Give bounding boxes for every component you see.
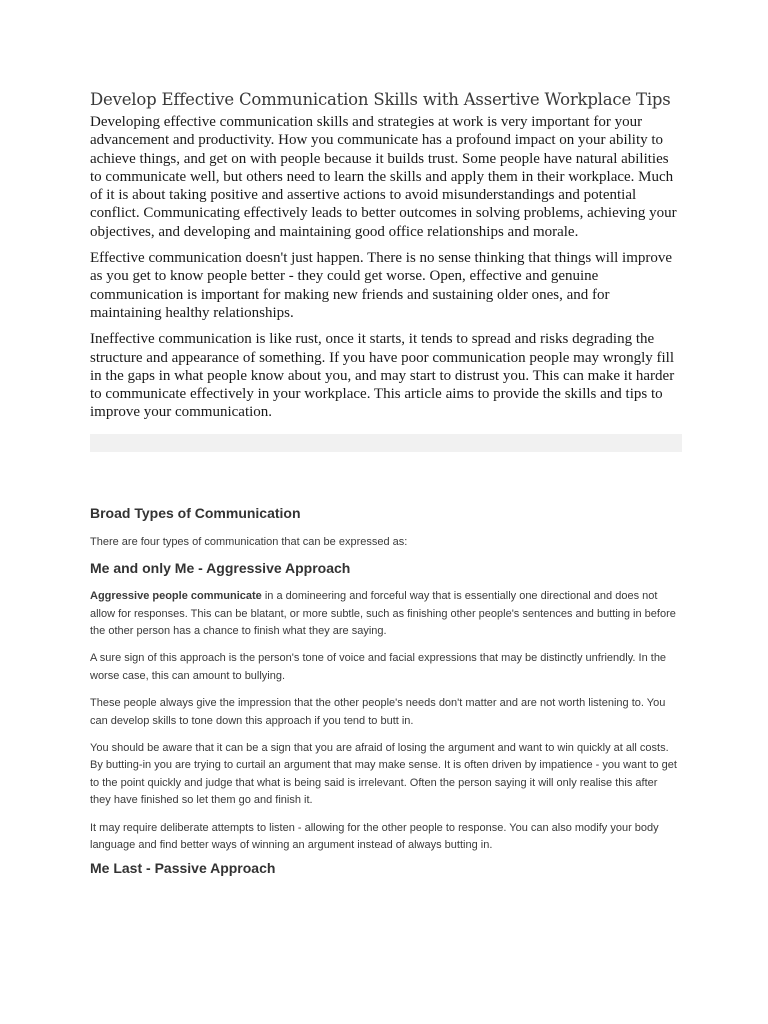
aggressive-paragraph-4: You should be aware that it can be a sign that you are afraid of losing the argument and want to win quickly at all costs. By butting-in you are trying to curtail an argument that may make sense. It is often driven by impatience - you want to get to the point quickly and judge that what is being said is irrelevant. Often the person saying it will only realise this after they have finished so let them go and finish it. <box>90 742 677 807</box>
aggressive-heading: Me and only Me - Aggressive Approach <box>90 560 351 577</box>
intro-paragraph-1: Developing effective communication skills and strategies at work is very important for your advancement and productivity. How you communicate has a profound impact on your ability to achieve things, and get on with people because it builds trust. Some people have natural abilities to communicate well, but others need to learn the skills and apply them in their workplace. Much of it is about taking positive and assertive actions to avoid misunderstandings and potential conflict. Communicating effectively leads to better outcomes in solving problems, achieving your objectives, and developing and maintaining good office relationships and morale. <box>90 114 677 240</box>
aggressive-lead-bold: Aggressive people communicate <box>90 590 262 603</box>
divider-bar <box>90 434 682 452</box>
aggressive-paragraph-5: It may require deliberate attempts to listen - allowing for the other people to response. You can also modify your body language and find better ways of winning an argument instead of always butting in. <box>90 821 659 852</box>
section-heading: Broad Types of Communication <box>90 504 301 521</box>
aggressive-paragraph-3: These people always give the impression that the other people's needs don't matter and are not worth listening to. You can develop skills to tone down this approach if you tend to butt in. <box>90 697 666 727</box>
aggressive-paragraph-2: A sure sign of this approach is the person's tone of voice and facial expressions that may be distinctly unfriendly. In the worse case, this can amount to bullying. <box>90 652 667 682</box>
intro-paragraph-3: Ineffective communication is like rust, once it starts, it tends to spread and risks degrading the structure and appearance of something. If you have poor communication people may wrongly fill in the gaps in what people know about you, and may start to distrust you. This can make it harder to communicate effectively in your workplace. This article aims to provide the skills and tips to improve your communication. <box>90 331 675 421</box>
aggressive-paragraph-1 <box>90 588 680 640</box>
article-title: Develop Effective Communication Skills with Assertive Workplace Tips <box>90 90 671 109</box>
intro-paragraph-2: Effective communication doesn't just happen. There is no sense thinking that things will improve as you get to know people better - they could get worse. Open, effective and genuine communication is important for making new friends and sustaining older ones, and for maintaining healthy relationships. <box>90 250 673 321</box>
document-page <box>90 90 680 876</box>
aggressive-lead-rest: in a domineering and forceful way that is essentially one directional and does not allow for responses. This can be blatant, or more subtle, such as finishing other people's sentences and butting in before the other person has a chance to finish what they are saying. <box>90 590 676 637</box>
passive-heading: Me Last - Passive Approach <box>90 860 276 877</box>
section-intro: There are four types of communication that can be expressed as: <box>90 535 408 548</box>
